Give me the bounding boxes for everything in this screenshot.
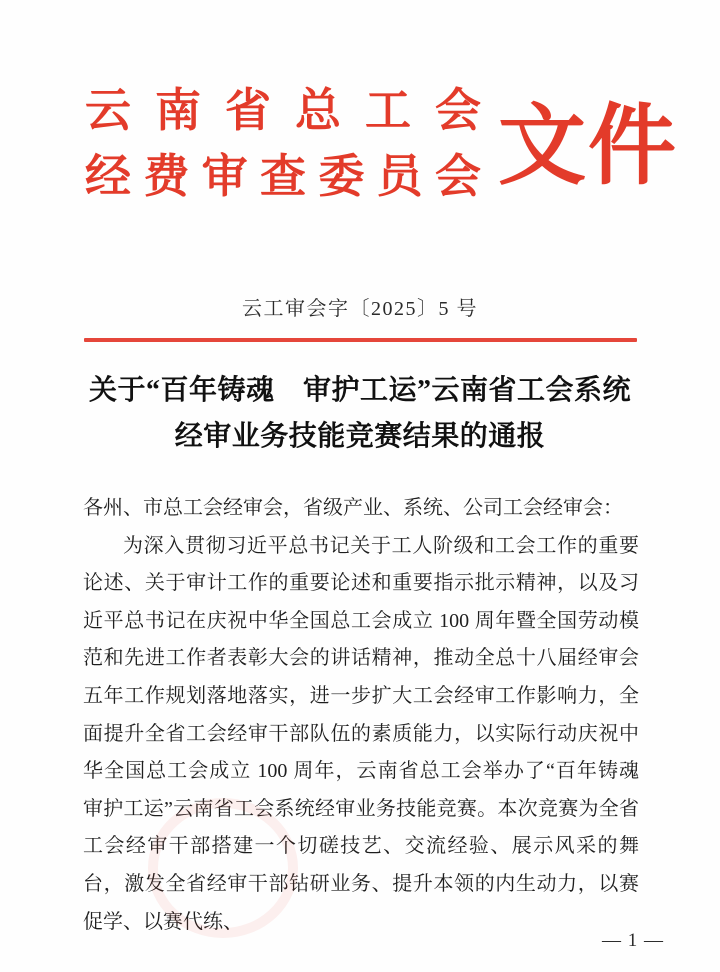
- document-number: 云工审会字〔2025〕5 号: [242, 298, 478, 320]
- red-separator-line: [84, 338, 637, 342]
- page-number: — 1 —: [602, 930, 664, 951]
- document-title-line2: 经审业务技能竞赛结果的通报: [174, 421, 546, 452]
- letterhead: [85, 78, 481, 210]
- document-type-label: 文件: [498, 96, 679, 195]
- salutation-line: 各州、市总工会经审会，省级产业、系统、公司工会经审会：: [83, 497, 623, 519]
- org-name-line2: 经费审查委员会: [85, 151, 481, 202]
- document-body: [83, 490, 659, 941]
- body-paragraph: 为深入贯彻习近平总书记关于工人阶级和工会工作的重要论述、关于审计工作的重要论述和重要指示批示精神，以及习近平总书记在庆祝中华全国总工会成立 100 周年暨全国劳动模范和先进工作者表彰大会的讲话精神，推动全总十八届经审会五年工作规划落地落实，进一步扩大工会经审工作影响力，全面提升全省工会经审干部队伍的素质能力，以实际行动庆祝中华全国总工会成立 100 周年，云南省总工会举办了“百年铸魂 审护工运”云南省工会系统经审业务技能竞赛。本次竞赛为全省工会经审干部搭建一个切磋技艺、交流经验、展示风采的舞台，激发全省经审干部钻研业务、提升本领的内生动力，以赛促学、以赛代练、: [83, 534, 659, 933]
- org-name-line1: 云南省总工会: [85, 85, 481, 136]
- document-title: [0, 368, 720, 460]
- document-title-line1: 关于“百年铸魂 审护工运”云南省工会系统: [88, 375, 631, 406]
